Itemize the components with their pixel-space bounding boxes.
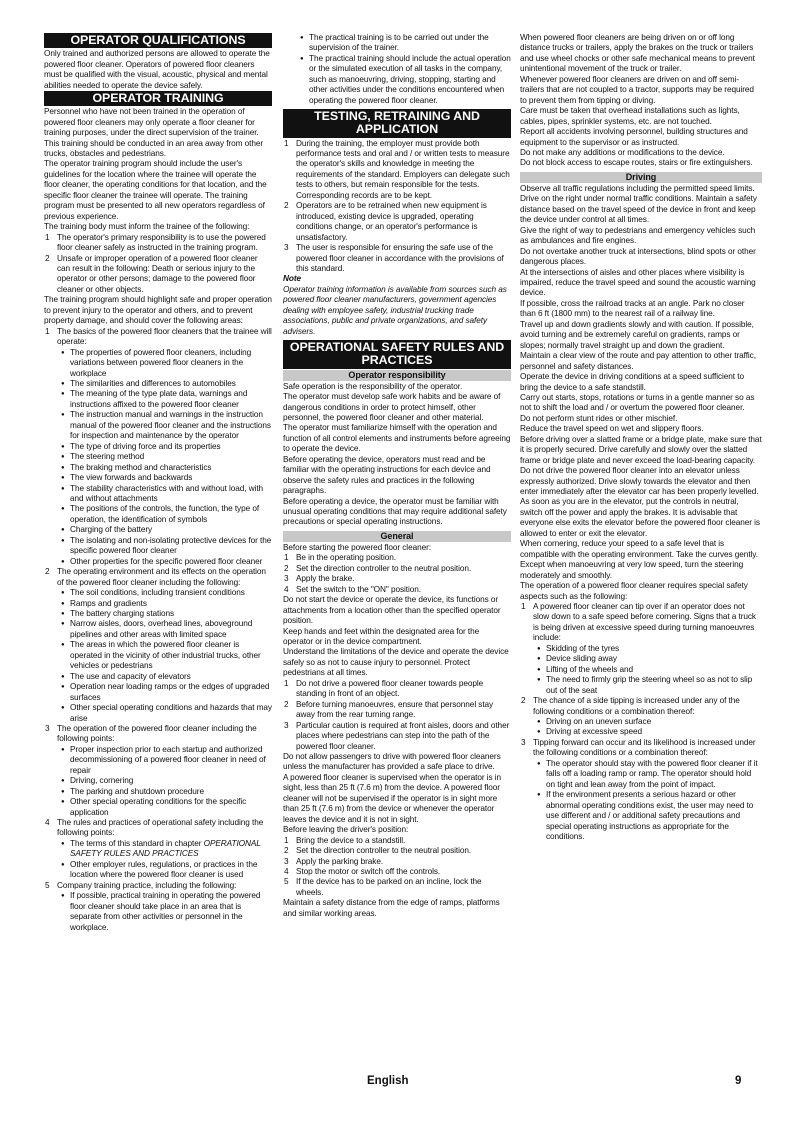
- list-item: 4 The rules and practices of operational safety including the following points: ● The terms of this standard in chapter OPERATIONAL SAFETY RULES AND PRACTICES ● Other employer rules, regulations, or practices in the location where the powered floor cleaner is used: [44, 818, 272, 881]
- bullet-item: ● Driving, cornering: [57, 776, 272, 786]
- list-item: 3 Apply the brake.: [284, 574, 355, 584]
- list-item: 3 The operation of the powered floor cleaner including the following points: ● Proper inspection prior to each startup and authorized decommissioning of a powered floor cleaner in need of repair ● Driving, cornering ● The parking and shutdown procedure ● Other special operating conditions for the specific application: [44, 724, 272, 818]
- bullet-item: ● The type of driving force and its properties: [57, 442, 272, 452]
- list-item: 4 Stop the motor or switch off the controls.: [284, 866, 441, 876]
- bullet-item: ● The parking and shutdown procedure: [57, 787, 272, 797]
- paragraph: Whenever powered floor cleaners are driven on and off semi-trailers that are not coupled to a tractor, supports may be required to prevent them from tipping or diving.: [520, 74, 754, 105]
- page-number: 9: [735, 1075, 742, 1087]
- numbered-list-testing: [283, 139, 511, 275]
- list-item: 3 The user is responsible for ensuring the safe use of the powered floor cleaner in accordance with the provisions of this standard.: [284, 243, 504, 274]
- paragraph: When cornering, reduce your speed to a safe level that is compatible with the operating environment. Take the curves gently. Except when manoeuvring at very low speed, turn the steering moderately and smoothly.: [520, 539, 758, 580]
- section-heading-operational-safety: OPERATIONAL SAFETY RULES AND PRACTICES: [283, 340, 511, 368]
- paragraph: A powered floor cleaner is supervised when the operator is in sight, less than 25 ft (7.6 m) from the device. A powered floor cleaner will not be supervised if the operator is in sight more than 25 ft (7.6 m) from the device or whenever the operator leaves the device and it is not in sight.: [283, 772, 501, 824]
- bullet-item: ● Skidding of the tyres: [533, 644, 762, 654]
- paragraph: Maintain a safety distance from the edge of ramps, platforms and similar working areas.: [283, 898, 500, 918]
- list-item: 2 Set the direction controller to the neutral position.: [284, 563, 472, 573]
- bullet-item: ● The properties of powered floor cleaners, including variations between powered floor cleaners in the workplace: [57, 348, 272, 379]
- list-item: 1 The operator's primary responsibility is to use the powered floor cleaner safely as instructed in the training program.: [45, 232, 266, 253]
- bullet-item: ● Other special operating conditions for the specific application: [57, 797, 272, 818]
- paragraph: Before operating the device, operators must read and be familiar with the operating instructions for each device and observe the safety rules and practices in the following paragraphs.: [283, 454, 491, 496]
- list-item: 5 Company training practice, including the following: ● If possible, practical training in operating the powered floor cleaner should take place in an area that is separate from other activities or personnel in the workplace.: [44, 881, 272, 933]
- bullet-item: ● Driving at excessive speed: [533, 727, 762, 737]
- paragraph: Safe operation is the responsibility of the operator.: [283, 381, 463, 391]
- paragraph: Observe all traffic regulations including the permitted speed limits. Drive on the right under normal traffic conditions. Maintain a safety distance based on the travel speed of the device in front and keep the device under control at all times.: [520, 183, 757, 225]
- list-item: 2 The chance of a side tipping is increased under any of the following conditions or a combination thereof: ● Driving on an uneven surface ● Driving at excessive speed: [520, 696, 762, 738]
- list-item: 2 The operating environment and its effects on the operation of the powered floor cleaner including the following: ● The soil conditions, including transient conditions ● Ramps and gradients ● The battery charging stations ● Narrow aisles, doors, overhead lines, aboveground pipelines and other areas with limited space ● The areas in which the powered floor cleaner is operated in the vicinity of other industrial trucks, other vehicles or pedestrians ● The use and capacity of elevators ● Operation near loading ramps or the edges of upgraded surfaces ● Other special operating conditions and hazards that may arise: [44, 567, 272, 724]
- list-item: 5 If the device has to be parked on an incline, lock the wheels.: [284, 877, 482, 897]
- paragraph: Keep hands and feet within the designated area for the operator or in the device compartment.: [283, 626, 480, 647]
- list-item: 1 The basics of the powered floor cleaners that the trainee will operate: ● The properties of powered floor cleaners, including variations between powered floor cleaners in the workplace ● The similarities and differences to automobiles ● The meaning of the type plate data, warnings and instructions affixed to the powered floor cleaner ● The instruction manual and warnings in the instruction manual of the powered floor cleaner and the instructions for inspection and maintenance by the operator ● The type of driving force and its properties ● The steering method ● The braking method and characteristics ● The view forwards and backwards ● The stability characteristics with and without load, with and without attachments ● The positions of the controls, the function, the type of operation, the identification of symbols ● Charging of the battery ● The isolating and non-isolating protective devices for the specific powered floor cleaner ● Other properties for the specific powered floor cleaner: [44, 327, 272, 567]
- paragraph: Personnel who have not been trained in the operation of powered floor cleaners may only operate a floor cleaner for training purposes, under the direct supervision of the trainer. This training should be conducted in an area away from other trucks, obstacles and pedestrians.: [44, 107, 263, 159]
- bullet-item: ● The battery charging stations: [57, 609, 272, 619]
- column-1: [44, 33, 272, 933]
- paragraph: Maintain a clear view of the route and pay attention to other traffic, personnel and safety distances.: [520, 351, 756, 371]
- section-heading-testing-retraining: TESTING, RETRAINING AND APPLICATION: [283, 109, 511, 137]
- paragraph: Do not make any additions or modifications to the device.: [520, 147, 725, 157]
- bullet-list-continued: [283, 33, 511, 106]
- column-2: [283, 33, 511, 919]
- paragraph: The operator training program should include the user's guidelines for the location where the trainee will operate the floor cleaner, the operating conditions for that location, and the specific floor cleaner the trainee will operate. The training program must be presented to all new operators regardless of previous experience.: [44, 159, 267, 221]
- paragraph: Do not overtake another truck at intersections, blind spots or other dangerous places.: [520, 246, 756, 267]
- list-item: 1 Bring the device to a standstill.: [284, 835, 406, 845]
- subheading-general: General: [283, 531, 511, 542]
- footer-language: English: [367, 1075, 409, 1087]
- numbered-list: [44, 233, 272, 296]
- paragraph: The operator must familiarize himself with the operation and function of all control elements and instruments before agreeing to operate the device.: [283, 423, 511, 454]
- bullet-item: ● The positions of the controls, the function, the type of operation, the identification of symbols: [57, 504, 272, 525]
- paragraph: Before leaving the driver's position:: [283, 825, 409, 835]
- subheading-driving: Driving: [520, 172, 762, 183]
- bullet-item: ● Device sliding away: [533, 654, 762, 664]
- paragraph: Do not start the device or operate the device, its functions or attachments from a location other than the specified operator position.: [283, 595, 501, 626]
- paragraph: Understand the limitations of the device and operate the device safely so as not to cause injury to personnel. Protect pedestrians at all times.: [283, 647, 509, 678]
- list-item: 1 Do not drive a powered floor cleaner towards people standing in front of an object.: [284, 678, 484, 699]
- paragraph: Do not block access to escape routes, stairs or fire extinguishers.: [520, 158, 753, 168]
- list-item: 1 Be in the operating position.: [284, 553, 396, 563]
- paragraph: Reduce the travel speed on wet and slippery floors.: [520, 424, 704, 434]
- list-item: 2 Set the direction controller to the neutral position.: [284, 846, 472, 856]
- paragraph: The operator must develop safe work habits and be aware of dangerous conditions in order to protect himself, other personnel, the powered floor cleaner and other material.: [283, 392, 501, 422]
- paragraph: Before operating a device, the operator must be familiar with unusual operating conditions that may require additional safety precautions or special operating instructions.: [283, 496, 507, 527]
- paragraph: Report all accidents involving personnel, building structures and equipment to the supervisor or as instructed.: [520, 127, 748, 147]
- paragraph: Operate the device in driving conditions at a speed sufficient to bring the device to a safe standstill.: [520, 372, 744, 392]
- numbered-list-safety-aspects: [520, 602, 762, 842]
- bullet-item: ● The similarities and differences to automobiles: [57, 379, 272, 389]
- bullet-list: [57, 348, 272, 568]
- bullet-item: ● The soil conditions, including transient conditions: [57, 588, 272, 598]
- bullet-item: ● Operation near loading ramps or the edges of upgraded surfaces: [57, 682, 272, 703]
- bullet-item: ● The practical training should include the actual operation or the simulated execution of all tasks in the company, such as manoeuvring, driving, stopping, starting and other activities under the conditions encountered when operating the powered floor cleaner.: [296, 54, 511, 106]
- paragraph: The training body must inform the trainee of the following:: [44, 222, 250, 232]
- bullet-item: ● The areas in which the powered floor cleaner is operated in the vicinity of other industrial trucks, other vehicles or pedestrians: [57, 640, 272, 671]
- bullet-list: [57, 588, 272, 724]
- numbered-list-start: [283, 553, 511, 595]
- bullet-list: [533, 717, 762, 738]
- bullet-item: ● Charging of the battery: [57, 525, 272, 535]
- bullet-item: ● Other employer rules, regulations, or practices in the location where the powered floor cleaner is used: [57, 860, 272, 881]
- bullet-list: [533, 644, 762, 696]
- paragraph: Travel up and down gradients slowly and with caution. If possible, avoid turning and be extremely careful on gradients, ramps or slopes; normally travel straight up and down the gradient.: [520, 319, 754, 350]
- bullet-item: ● The braking method and characteristics: [57, 463, 272, 473]
- paragraph: Before starting the powered floor cleaner:: [283, 542, 431, 552]
- note-text: Operator training information is available from sources such as powered floor cleaner manufacturers, government agencies dealing with employee safety, industrial trucking trade associations, public and private organizations, and safety advisers.: [283, 284, 507, 336]
- bullet-list: [57, 839, 272, 881]
- paragraph: Care must be taken that overhead installations such as lights, cables, pipes, sprinkler systems, etc. are not touched.: [520, 106, 740, 126]
- numbered-list-pedestrians: [283, 679, 511, 752]
- bullet-item: ● The terms of this standard in chapter OPERATIONAL SAFETY RULES AND PRACTICES: [57, 839, 272, 860]
- list-item: 2 Operators are to be retrained when new equipment is introduced, existing device is upgraded, operating conditions change, or an operator's performance is unsatisfactory.: [284, 201, 487, 242]
- paragraph: Only trained and authorized persons are allowed to operate the powered floor cleaner. Operators of powered floor cleaners must be qualified with the visual, acoustic, physical and mental abilities needed to operate the device safely.: [44, 49, 270, 90]
- paragraph: Do not perform stunt rides or other mischief.: [520, 413, 678, 423]
- list-item: 2 Before turning manoeuvres, ensure that personnel stay away from the rear turning range.: [284, 699, 494, 720]
- bullet-item: ● The stability characteristics with and without load, with and without attachments: [57, 484, 272, 505]
- bullet-item: ● Lifting of the wheels and: [533, 665, 762, 675]
- paragraph: Give the right of way to pedestrians and emergency vehicles such as ambulances and fire engines.: [520, 225, 756, 246]
- list-item: 3 Tipping forward can occur and its likelihood is increased under the following conditions or a combination thereof: ● The operator should stay with the powered floor cleaner if it falls off a loading ramp or ramp. The operator should hold on tight and lean away from the point of impact. ● If the environment presents a serious hazard or other abnormal operating conditions exist, the user may need to use different and / or additional safety precautions and special operating instructions as appropriate for the conditions.: [520, 738, 762, 843]
- bullet-item: ● The steering method: [57, 452, 272, 462]
- bullet-item: ● The instruction manual and warnings in the instruction manual of the powered floor cleaner and the instructions for inspection and maintenance by the operator: [57, 410, 272, 441]
- subheading-operator-responsibility: Operator responsibility: [283, 370, 511, 381]
- paragraph: Before driving over a slatted frame or a bridge plate, make sure that it is properly secured. Drive carefully and slowly over the slatted frame or bridge plate and never exceed the load-bearing capacity.: [520, 434, 762, 465]
- bullet-item: ● The isolating and non-isolating protective devices for the specific powered floor cleaner: [57, 536, 272, 557]
- paragraph: Do not drive the powered floor cleaner into an elevator unless expressly authorized. Drive slowly towards the elevator and then enter immediately after the elevator car has been properly levelled. As soon as you are in the elevator, put the controls in neutral, switch off the power and apply the brakes. It is advisable that everyone else exits the elevator before the powered floor cleaner is allowed to enter or exit the elevator.: [520, 466, 760, 538]
- paragraph: When powered floor cleaners are being driven on or off long distance trucks or trailers, apply the brakes on the truck or trailers and use wheel chocks or other safe mechanical means to prevent unintentional movement of the truck or trailer.: [520, 33, 755, 74]
- paragraph: The operation of a powered floor cleaner requires special safety aspects such as the following:: [520, 581, 748, 601]
- list-item: 4 Set the switch to the "ON" position.: [284, 584, 421, 594]
- bullet-item: ● The operator should stay with the powered floor cleaner if it falls off a loading ramp or ramp. The operator should hold on tight and lean away from the point of impact.: [533, 759, 762, 790]
- bullet-item: ● If the environment presents a serious hazard or other abnormal operating conditions exist, the user may need to use different and / or additional safety precautions and special operating instructions as appropriate for the conditions.: [533, 790, 762, 842]
- bullet-list: [57, 745, 272, 818]
- bullet-list: [57, 891, 272, 933]
- chapter-reference: OPERATIONAL SAFETY RULES AND PRACTICES: [70, 838, 261, 859]
- list-item: 2 Unsafe or improper operation of a powered floor cleaner can result in the following: Death or serious injury to the operator or other persons; damage to the powered floor cleaner or other objects.: [45, 253, 258, 294]
- bullet-item: ● The meaning of the type plate data, warnings and instructions affixed to the powered floor cleaner: [57, 389, 272, 410]
- column-3: [520, 33, 762, 842]
- bullet-item: ● If possible, practical training in operating the powered floor cleaner should take place in an area that is separate from other activities or personnel in the workplace.: [57, 891, 272, 933]
- bullet-item: ● Proper inspection prior to each startup and authorized decommissioning of a powered floor cleaner in need of repair: [57, 745, 272, 776]
- list-item: 1 A powered floor cleaner can tip over if an operator does not slow down to a safe speed before cornering. Signs that a truck is being driven at excessive speed during turning manoeuvres include: ● Skidding of the tyres ● Device sliding away ● Lifting of the wheels and ● The need to firmly grip the steering wheel so as not to slip out of the seat: [520, 602, 762, 696]
- bullet-item: ● Other properties for the specific powered floor cleaner: [57, 557, 272, 567]
- numbered-list-leaving: [283, 836, 511, 899]
- bullet-item: ● Other special operating conditions and hazards that may arise: [57, 703, 272, 724]
- bullet-item: ● Driving on an uneven surface: [533, 717, 762, 727]
- paragraph: The training program should highlight safe and proper operation to prevent injury to the operator and others, and to prevent property damage, and should cover the following areas:: [44, 295, 272, 326]
- section-heading-operator-qualifications: OPERATOR QUALIFICATIONS: [44, 33, 272, 48]
- paragraph: At the intersections of aisles and other places where visibility is impaired, reduce the travel speed and sound the acoustic warning device.: [520, 267, 756, 298]
- bullet-item: ● The need to firmly grip the steering wheel so as not to slip out of the seat: [533, 675, 762, 696]
- bullet-item: ● The practical training is to be carried out under the supervision of the trainer.: [296, 33, 511, 54]
- numbered-list-training-areas: [44, 327, 272, 933]
- note-label: Note: [283, 274, 302, 284]
- bullet-item: ● Narrow aisles, doors, overhead lines, aboveground pipelines and other areas with limited space: [57, 619, 272, 640]
- manual-page: [44, 33, 770, 1073]
- section-heading-operator-training: OPERATOR TRAINING: [44, 91, 272, 106]
- list-item: 3 Apply the parking brake.: [284, 856, 384, 866]
- bullet-item: ● The view forwards and backwards: [57, 473, 272, 483]
- paragraph: If possible, cross the railroad tracks at an angle. Park no closer than 6 ft (1800 mm) to the nearest rail of a railway line.: [520, 298, 745, 319]
- bullet-list: [533, 759, 762, 843]
- bullet-item: ● Ramps and gradients: [57, 599, 272, 609]
- paragraph: Do not allow passengers to drive with powered floor cleaners unless the manufacturer has provided a safe place to drive.: [283, 752, 501, 772]
- list-item: 3 Particular caution is required at front aisles, doors and other places where pedestrians can step into the path of the powered floor cleaner.: [284, 720, 510, 751]
- list-item: 1 During the training, the employer must provide both performance tests and oral and / or written tests to measure the operator's skills and knowledge in meeting the requirements of the standard. Employers can delegate such tests to others, but remain responsible for the tests. Corresponding records are to be kept.: [284, 138, 510, 200]
- paragraph: Carry out starts, stops, rotations or turns in a gentle manner so as not to shift the load and / or overturn the powered floor cleaner.: [520, 392, 755, 413]
- bullet-item: ● The use and capacity of elevators: [57, 672, 272, 682]
